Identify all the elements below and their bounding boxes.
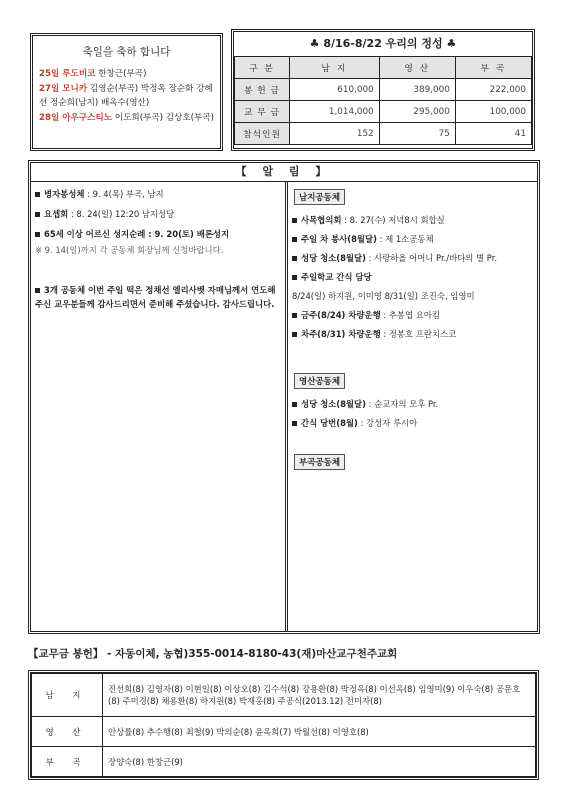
offering-header-namji: 남 지 — [290, 57, 380, 79]
bullet-icon — [292, 275, 297, 280]
notice-item: 금주(8/24) 차량운행 : 추봉엽 요아킴 — [288, 308, 537, 322]
offering-summary — [231, 29, 535, 151]
bullet-icon — [292, 256, 297, 261]
notice-left-column — [31, 181, 286, 631]
bullet-icon — [292, 313, 297, 318]
bullet-icon — [292, 421, 297, 426]
giving-row — [32, 674, 536, 717]
notice-item: 차주(8/31) 차량운행 : 정봉호 프란치스코 — [288, 327, 537, 341]
bullet-icon — [35, 232, 40, 237]
feast-day-entry: 25일 루도비코 한창근(부곡) — [39, 69, 147, 79]
notice-item: 요셉회 : 8. 24(일) 12:20 남지성당 — [31, 207, 285, 221]
bullet-icon — [35, 288, 40, 293]
bullet-icon — [292, 402, 297, 407]
notice-item: 주일 차 봉사(8월달) : 제 1소공동체 — [288, 232, 537, 246]
feast-day-box — [30, 33, 223, 151]
bullet-icon — [35, 192, 40, 197]
bullet-icon — [292, 218, 297, 223]
offering-header-row — [235, 57, 532, 79]
giving-group: 남 지 — [32, 674, 103, 717]
notice-right-column — [287, 181, 537, 631]
bullet-icon — [35, 212, 40, 217]
yeongsan-section-header: 영산공동체 — [294, 373, 345, 389]
offering-row: 참석인원 152 75 41 — [235, 123, 532, 145]
feast-day-entry: 27일 모니카 김영순(부곡) 박정옥 장순화 강혜선 정순희(남지) 배옥수(영산) — [39, 83, 213, 108]
notice-item: 성당 청소(8월달) : 사랑하올 어머니 Pr./바다의 별 Pr. — [288, 251, 537, 265]
offering-title: ♣ 8/16-8/22 우리의 정성 ♣ — [234, 32, 532, 57]
offering-row: 봉 헌 금 610,000 389,000 222,000 — [235, 79, 532, 101]
giving-heading: 【교무금 봉헌】 - 자동이체, 농협)355-0014-8180-43(재)마산교구천주교회 — [28, 648, 398, 660]
notice-board — [28, 160, 540, 634]
notice-item: 사목협의회 : 8. 27(수) 저녁8시 회합실 — [288, 213, 537, 227]
bullet-icon — [292, 237, 297, 242]
offering-table — [234, 57, 532, 145]
giving-row — [32, 717, 536, 747]
feast-day-heading: 축일을 축하 합니다 — [82, 46, 171, 58]
offering-header-category: 구 분 — [235, 57, 290, 79]
notice-item: 성당 청소(8월달) : 순교자의 모후 Pr. — [288, 397, 537, 411]
offering-header-yeongsan: 영 산 — [379, 57, 455, 79]
giving-group: 부 곡 — [32, 747, 103, 777]
giving-names: 진선희(8) 김영자(8) 이현일(8) 이상오(8) 김수석(8) 강용환(8) 박정옥(8) 이선옥(8) 임영미(9) 이우숙(8) 공문호(8) 주미경(8) 채용환(8) 하지원(8) 박재홍(8) 주공식(2013.12) 전미자(8) — [103, 674, 536, 717]
notice-item: 65세 이상 어르신 성지순례 : 9. 20(토) 배론성지 — [31, 227, 285, 241]
giving-group: 영 산 — [32, 717, 103, 747]
giving-box — [28, 670, 539, 780]
bullet-icon — [292, 332, 297, 337]
offering-header-bugok: 부 곡 — [455, 57, 531, 79]
feast-day-entry: 28일 아우구스티노 이도희(부곡) 김상호(부곡) — [39, 112, 214, 123]
notice-note: ※ 9. 14(일)까지 각 공동체 회장님께 신청바랍니다. — [35, 245, 224, 255]
notice-item: 간식 당번(8월) : 강성자 루시아 — [288, 416, 537, 430]
notice-item: 주일학교 간식 담당 — [288, 270, 537, 284]
giving-names: 안상률(8) 추수행(8) 최철(9) 박의순(8) 윤옥희(7) 박월선(8) 이영호(8) — [103, 717, 536, 747]
notice-item: 병자봉성체 : 9. 4(목) 부곡, 남지 — [31, 187, 285, 201]
namji-section-header: 남지공동체 — [294, 189, 345, 205]
notice-title: 【 알 림 】 — [31, 163, 537, 182]
notice-item: 3개 공동체 이번 주일 떡은 정채선 엘리사벳 자매님께서 연도해 주신 교우분들께 감사드리면서 준비해 주셨습니다. 감사드립니다. — [35, 285, 276, 309]
giving-row — [32, 747, 536, 777]
offering-row: 교 무 금 1,014,000 295,000 100,000 — [235, 101, 532, 123]
bugok-section-header: 부곡공동체 — [294, 454, 345, 470]
notice-note: 8/24(일) 하지원, 이미영 8/31(일) 조진숙, 임영미 — [292, 291, 475, 301]
giving-table — [31, 673, 536, 777]
giving-names: 장양숙(8) 한창근(9) — [103, 747, 536, 777]
